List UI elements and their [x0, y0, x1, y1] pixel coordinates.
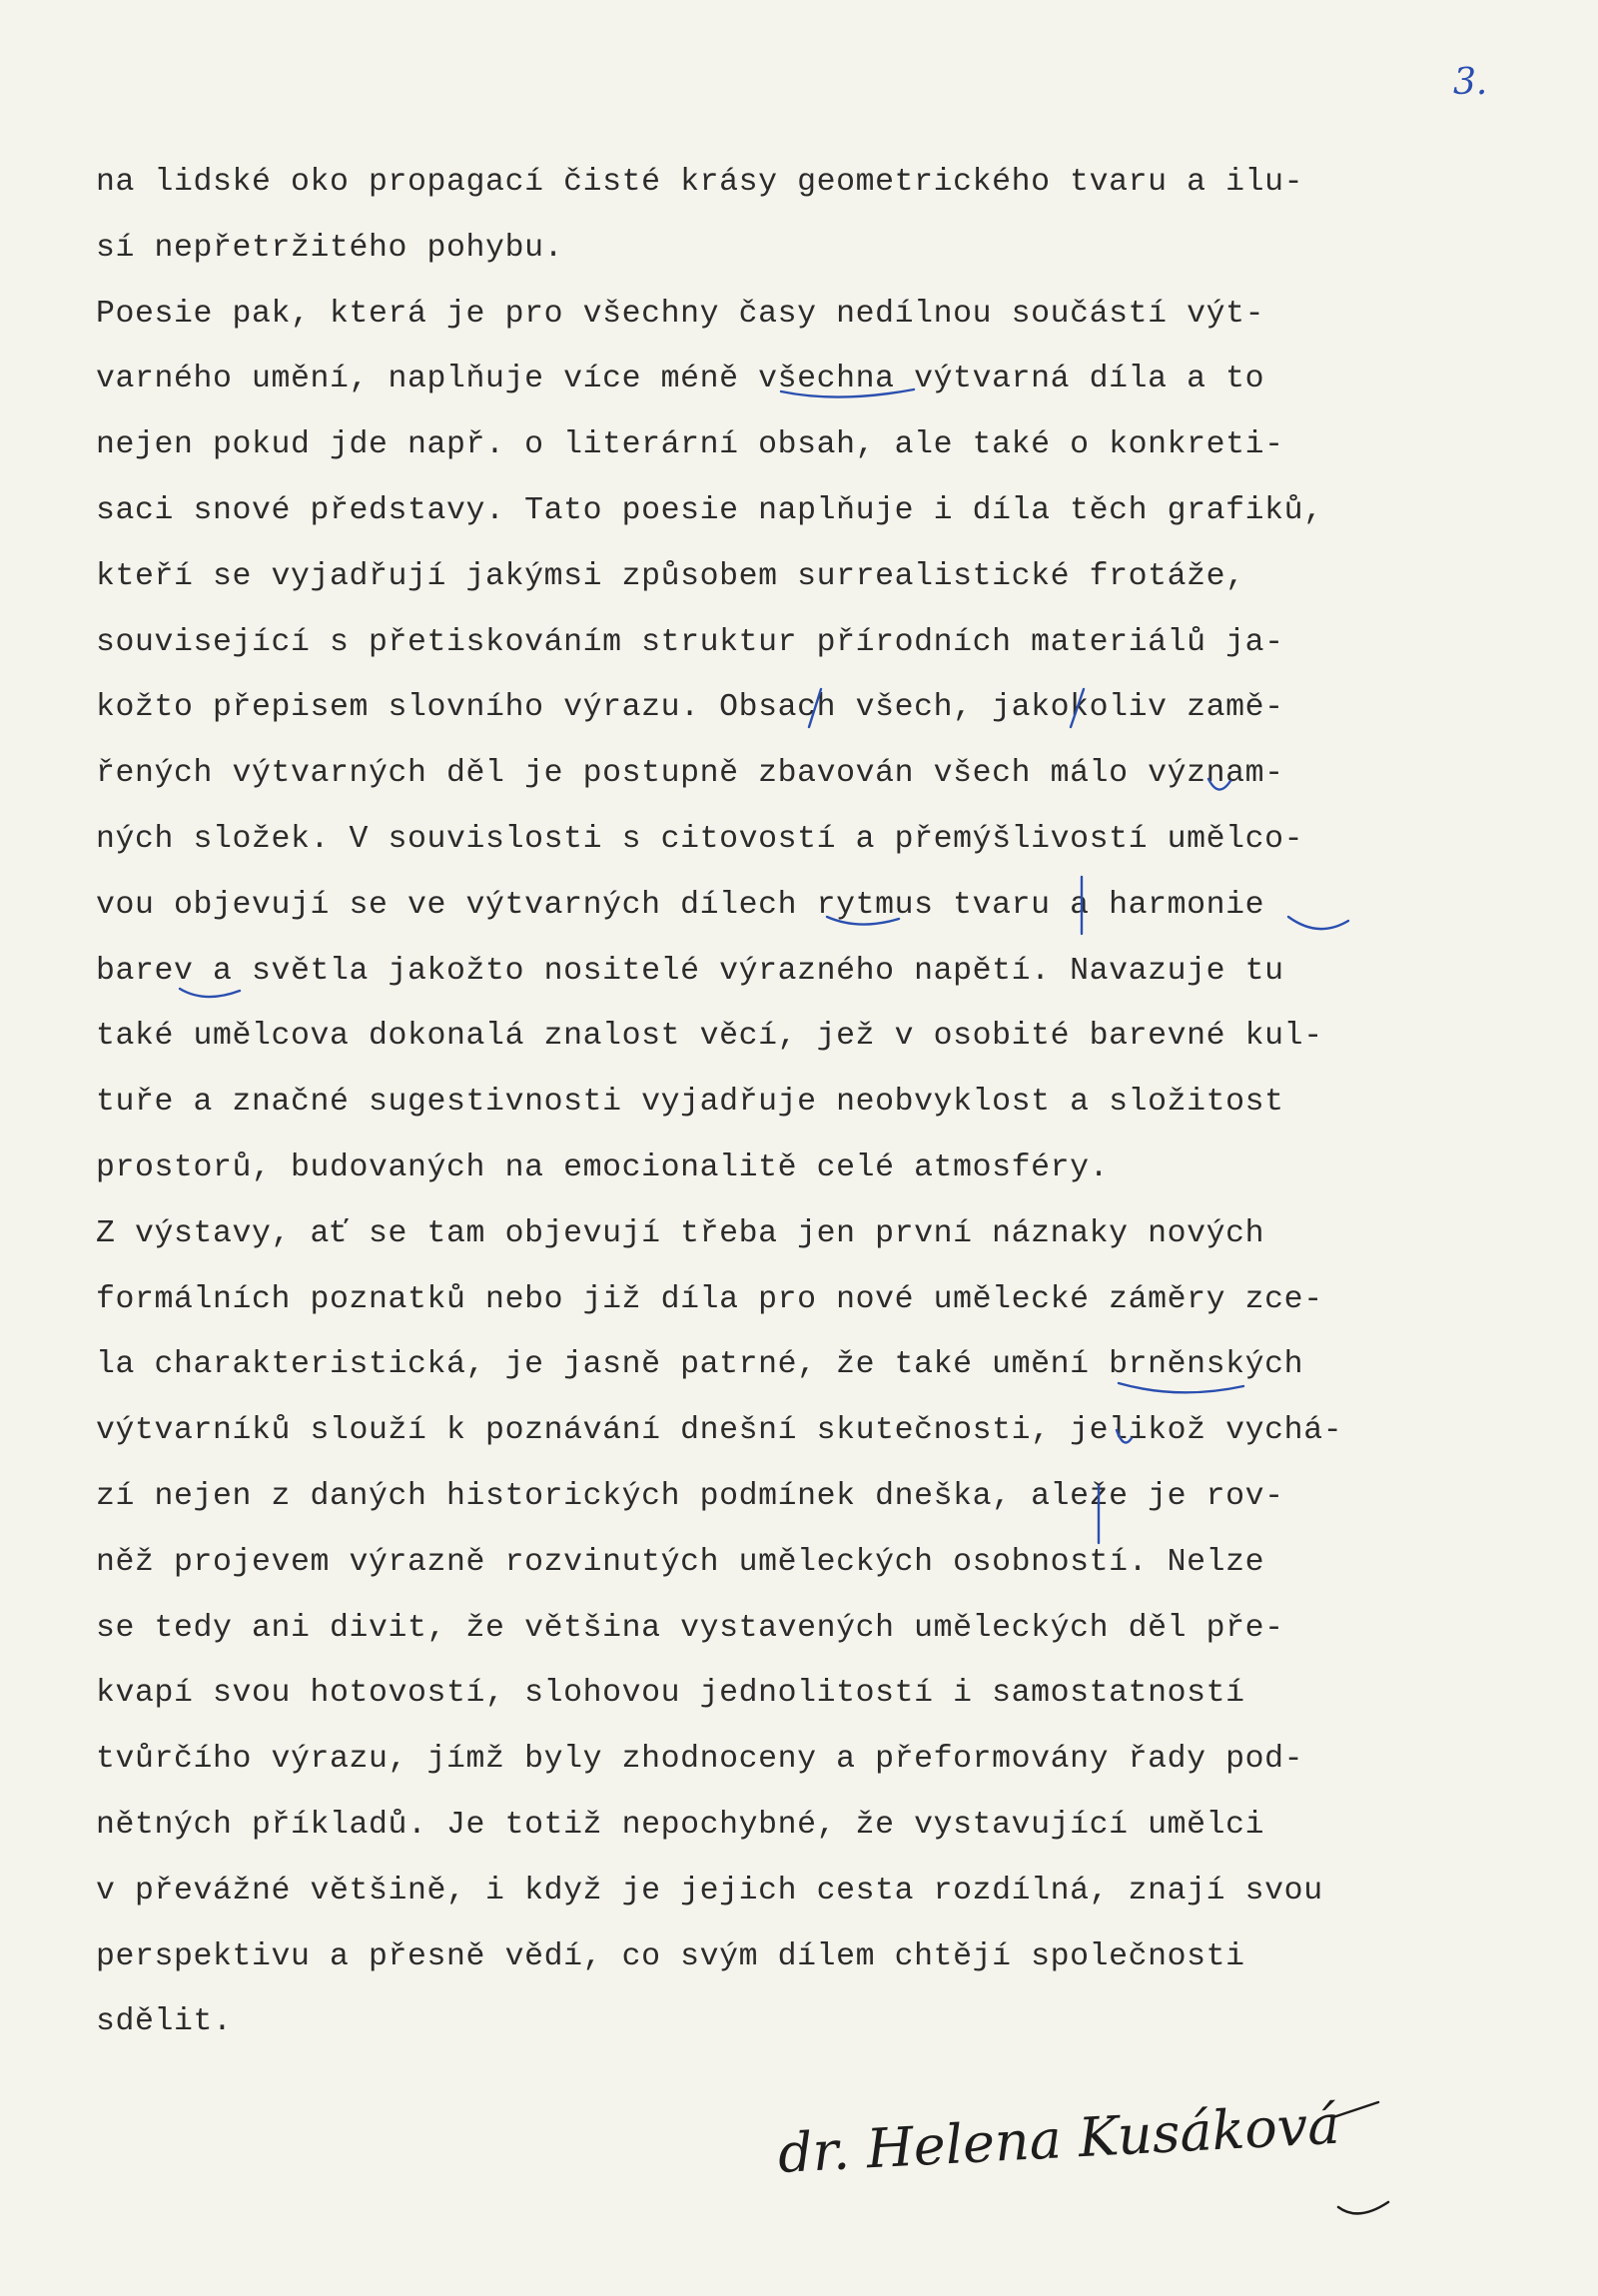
text-line: sí nepřetržitého pohybu.	[96, 230, 564, 266]
text-line: prostorů, budovaných na emocionalitě celé atmosféry.	[96, 1149, 1110, 1185]
text-line: řených výtvarných děl je postupně zbavován všech málo význam-	[96, 756, 1284, 792]
text-line: vou objevují se ve výtvarných dílech rytmus tvaru a harmonie	[96, 887, 1265, 923]
page-number: 3.	[1453, 62, 1488, 103]
handwritten-signature	[779, 2082, 1418, 2232]
signature-image	[779, 2082, 1418, 2232]
text-line: la charakteristická, je jasně patrné, že také umění brněnských	[96, 1347, 1304, 1383]
text-line: nejen pokud jde např. o literární obsah, ale také o konkreti-	[96, 427, 1284, 463]
text-line: v převážné většině, i když je jejich cesta rozdílná, znají svou	[96, 1873, 1323, 1909]
text-line: se tedy ani divit, že většina vystavených uměleckých děl pře-	[96, 1610, 1284, 1646]
text-line: související s přetiskováním struktur přírodních materiálů ja-	[96, 624, 1284, 660]
text-line: varného umění, naplňuje více méně všechna výtvarná díla a to	[96, 362, 1265, 397]
svg-text:dr. Helena Kusáková: dr. Helena Kusáková	[779, 2092, 1341, 2185]
text-line: zí nejen z daných historických podmínek dneška, aležе je rov-	[96, 1478, 1284, 1514]
text-line: sdělit.	[96, 2004, 233, 2040]
text-line: kvapí svou hotovostí, slohovou jednolitostí i samostatností	[96, 1676, 1245, 1712]
text-line: Z výstavy, ať se tam objevují třeba jen první náznaky nových	[96, 1215, 1265, 1251]
text-line: výtvarníků slouží k poznávání dnešní skutečnosti, jelikož vychá-	[96, 1413, 1343, 1449]
text-line: perspektivu a přesně vědí, co svým dílem chtějí společnosti	[96, 1938, 1245, 1974]
text-line: tvůrčího výrazu, jímž byly zhodnoceny a přeformovány řady pod-	[96, 1742, 1304, 1778]
text-line: také umělcova dokonalá znalost věcí, jež v osobité barevné kul-	[96, 1019, 1323, 1055]
text-line: ných složek. V souvislosti s citovostí a přemýšlivostí umělco-	[96, 821, 1304, 857]
text-line: na lidské oko propagací čisté krásy geometrického tvaru a ilu-	[96, 165, 1304, 200]
text-line: něž projevem výrazně rozvinutých uměleckých osobností. Nelze	[96, 1544, 1265, 1580]
text-line: Poesie pak, která je pro všechny časy nedílnou součástí výt-	[96, 296, 1265, 332]
text-line: kožto přepisem slovního výrazu. Obsach všech, jakokoliv zamě-	[96, 690, 1284, 726]
text-line: saci snové představy. Tato poesie naplňuje i díla těch grafiků,	[96, 492, 1323, 528]
typed-body-text	[96, 150, 1394, 2055]
text-line: nětných příkladů. Je totiž nepochybné, že vystavující umělci	[96, 1807, 1265, 1843]
text-line: kteří se vyjadřují jakýmsi způsobem surrealistické frotáže,	[96, 558, 1245, 594]
text-line: tuře a značné sugestivnosti vyjadřuje neobvyklost a složitost	[96, 1085, 1284, 1121]
text-line: barev a světla jakožto nositelé výrazného napětí. Navazuje tu	[96, 953, 1284, 989]
text-line: formálních poznatků nebo již díla pro nové umělecké záměry zce-	[96, 1281, 1323, 1317]
